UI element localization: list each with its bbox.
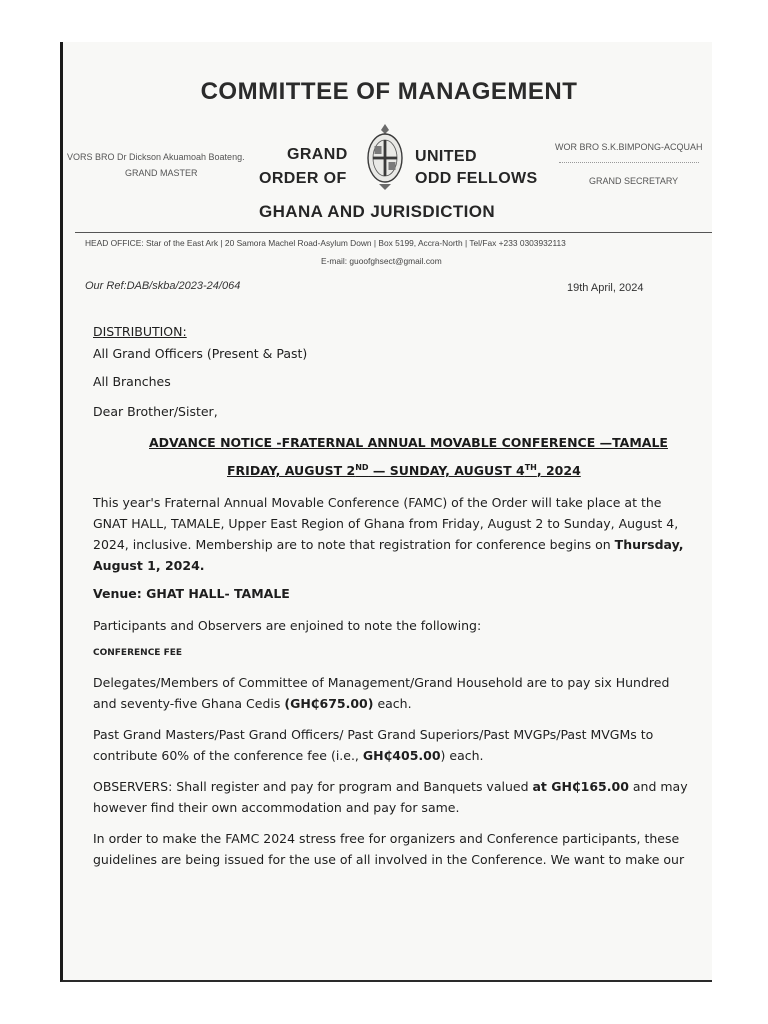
email-line: E-mail: guoofghsect@gmail.com — [321, 256, 442, 266]
order-emblem-icon — [366, 122, 404, 192]
letterhead-title: COMMITTEE OF MANAGEMENT — [200, 78, 578, 105]
reference-number: Our Ref:DAB/skba/2023-24/064 — [85, 280, 241, 292]
org-jurisdiction: GHANA AND JURISDICTION — [259, 202, 496, 221]
paragraph-delegates-fee: Delegates/Members of Committee of Management/Grand Household are to pay six Hundred and seventy-five Ghana Cedis (GH₵675.00) each. — [93, 675, 670, 711]
distribution-label: DISTRIBUTION: — [93, 324, 187, 339]
distribution-line-1: All Grand Officers (Present & Past) — [93, 346, 308, 361]
participants-note: Participants and Observers are enjoined to note the following: — [93, 618, 482, 633]
signature-dotted-line — [559, 162, 699, 163]
grand-secretary-name: WOR BRO S.K.BIMPONG-ACQUAH — [555, 142, 703, 152]
letter-date: 19th April, 2024 — [567, 282, 644, 294]
paragraph-guidelines: In order to make the FAMC 2024 stress free for organizers and Conference participants, these guidelines are being issued for the use of all involved in the Conference. We want to make our — [93, 831, 685, 867]
grand-master-role: GRAND MASTER — [125, 168, 198, 178]
salutation: Dear Brother/Sister, — [93, 404, 218, 419]
org-word-order-of: ORDER OF — [259, 170, 347, 187]
org-word-odd-fellows: ODD FELLOWS — [415, 170, 538, 187]
paragraph-past-officers-fee: Past Grand Masters/Past Grand Officers/ Past Grand Superiors/Past MVGPs/Past MVGMs to contribute 60% of the conference fee (i.e., GH₵405.00) each. — [93, 727, 654, 763]
subject-line-1: ADVANCE NOTICE -FRATERNAL ANNUAL MOVABLE CONFERENCE —TAMALE — [149, 435, 668, 450]
document-page — [60, 42, 712, 982]
org-word-united: UNITED — [415, 148, 477, 165]
grand-secretary-role: GRAND SECRETARY — [589, 176, 679, 186]
paragraph-conference-details: This year's Fraternal Annual Movable Conference (FAMC) of the Order will take place at the GNAT HALL, TAMALE, Upper East Region of Ghana from Friday, August 2 to Sunday, August 4, 2024, inclusive. Membership are to note that registration for conference begins on Thursday, August 1, 2024. — [93, 495, 684, 573]
letterhead-divider — [75, 232, 712, 233]
distribution-line-2: All Branches — [93, 374, 171, 389]
venue-line: Venue: GHAT HALL- TAMALE — [93, 586, 290, 601]
subject-line-2: FRIDAY, AUGUST 2ND — SUNDAY, AUGUST 4TH, 2024 — [227, 463, 581, 479]
org-word-grand: GRAND — [287, 146, 348, 163]
head-office-line: HEAD OFFICE: Star of the East Ark | 20 Samora Machel Road-Asylum Down | Box 5199, Accra-North | Tel/Fax +233 0303932113 — [85, 238, 566, 248]
grand-master-name: VORS BRO Dr Dickson Akuamoah Boateng. — [67, 152, 245, 162]
conference-fee-heading: CONFERENCE FEE — [93, 648, 183, 658]
paragraph-observers-fee: OBSERVERS: Shall register and pay for program and Banquets valued at GH₵165.00 and may however find their own accommodation and pay for same. — [93, 779, 688, 815]
